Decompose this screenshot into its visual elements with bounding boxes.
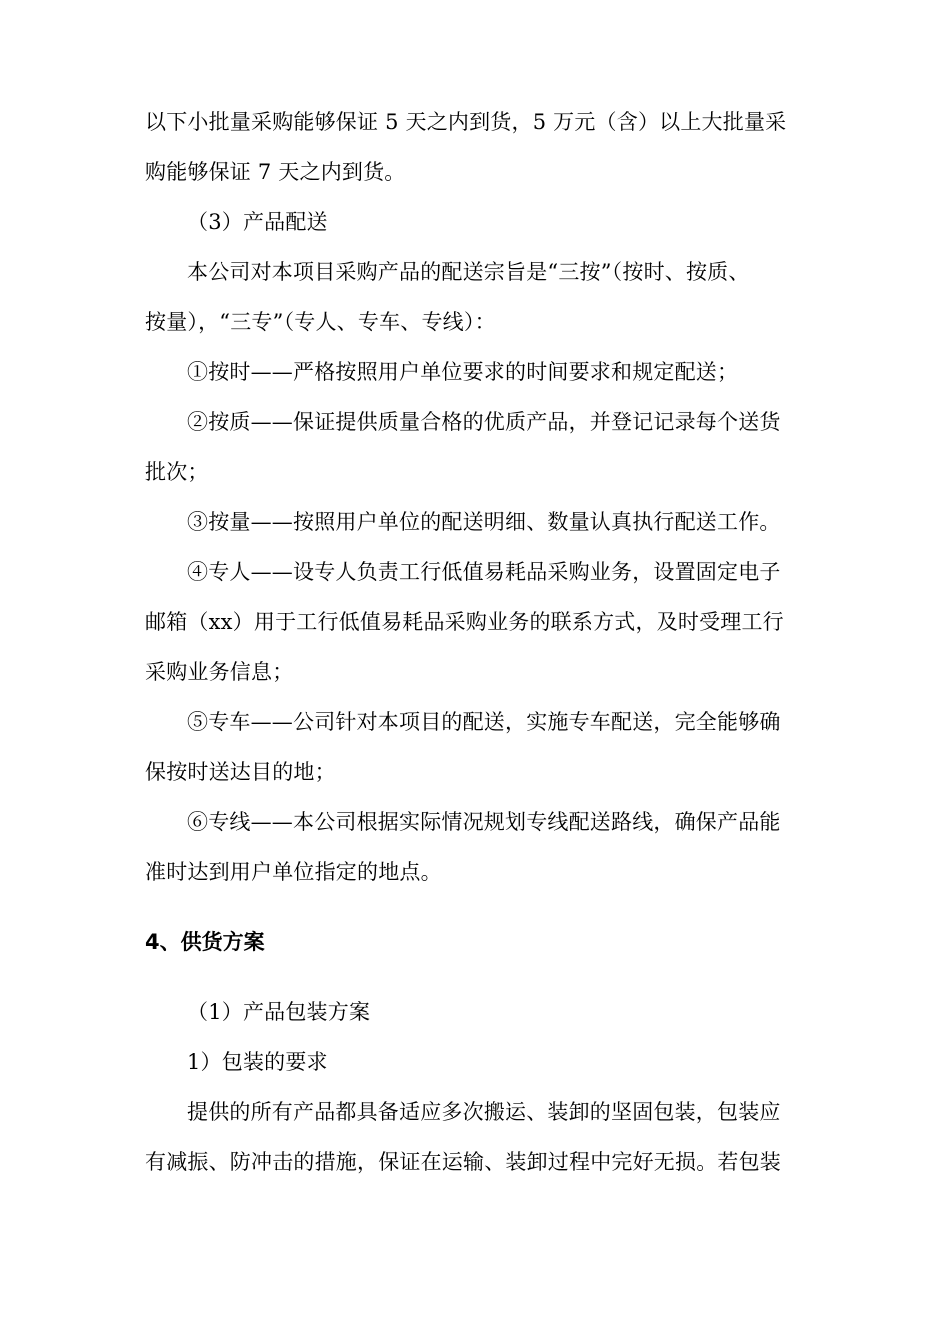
paragraph-line: 购能够保证 7 天之内到货。 — [145, 160, 406, 184]
paragraph-line: 本公司对本项目采购产品的配送宗旨是“三按”（按时、按质、 — [187, 260, 750, 284]
list-item: ③按量——按照用户单位的配送明细、数量认真执行配送工作。 — [187, 510, 781, 534]
paragraph-line: 批次； — [145, 460, 209, 484]
list-item: ⑥专线——本公司根据实际情况规划专线配送路线，确保产品能 — [187, 810, 781, 834]
paragraph-line: 保按时送达目的地； — [145, 760, 336, 784]
subsection-title: （1）产品包装方案 — [187, 1000, 371, 1024]
section-heading: 4、供货方案 — [145, 930, 265, 954]
list-item: ①按时——严格按照用户单位要求的时间要求和规定配送； — [187, 360, 739, 384]
paragraph-line: 按量），“三专”（专人、专车、专线）： — [145, 310, 496, 334]
paragraph-line: 采购业务信息； — [145, 660, 294, 684]
paragraph-line: 以下小批量采购能够保证 5 天之内到货，5 万元（含）以上大批量采 — [145, 110, 787, 134]
list-item: ④专人——设专人负责工行低值易耗品采购业务，设置固定电子 — [187, 560, 781, 584]
paragraph-line: 有减振、防冲击的措施，保证在运输、装卸过程中完好无损。若包装 — [145, 1150, 781, 1174]
list-item: ②按质——保证提供质量合格的优质产品，并登记记录每个送货 — [187, 410, 781, 434]
list-item: ⑤专车——公司针对本项目的配送，实施专车配送，完全能够确 — [187, 710, 781, 734]
paragraph-line: 准时达到用户单位指定的地点。 — [145, 860, 442, 884]
subsection-title: 1）包装的要求 — [187, 1050, 328, 1074]
paragraph-line: 提供的所有产品都具备适应多次搬运、装卸的坚固包装，包装应 — [187, 1100, 781, 1124]
subsection-title: （3）产品配送 — [187, 210, 328, 234]
paragraph-line: 邮箱（xx）用于工行低值易耗品采购业务的联系方式，及时受理工行 — [145, 610, 784, 634]
